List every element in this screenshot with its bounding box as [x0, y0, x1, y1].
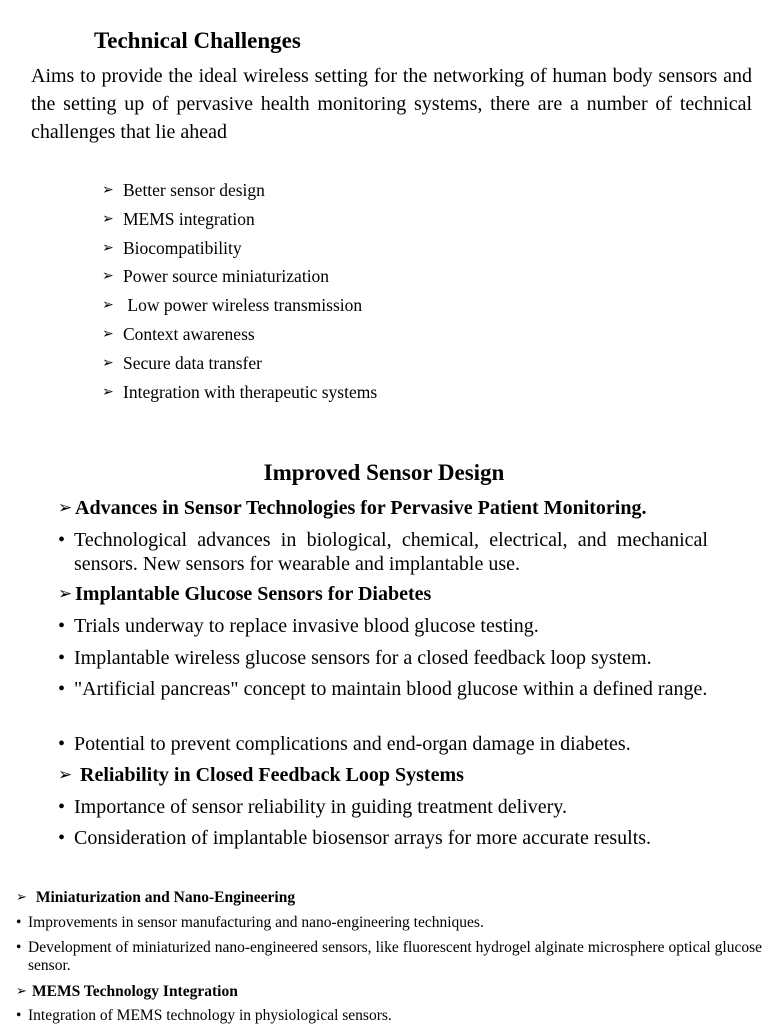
glucose-section — [58, 582, 708, 606]
nano-section — [16, 889, 762, 907]
arrow-bullet-icon: ➢ — [58, 584, 73, 604]
bullet-icon: • — [58, 733, 66, 755]
subheading: ➢ Miniaturization and Nano-Engineering — [16, 889, 296, 906]
arrow-bullet-icon: ➢ — [58, 765, 73, 785]
subheading: ➢ Implantable Glucose Sensors for Diabetes — [58, 583, 432, 605]
intro-paragraph: Aims to provide the ideal wireless setting for the networking of human body sensors and the setting up of pervasive health monitoring systems, there are a number of technical challenges that lie ahead — [31, 65, 752, 143]
reliability-section — [58, 763, 708, 787]
bullet-icon: • — [58, 647, 66, 669]
bullet-item: • Integration of MEMS technology in physiological sensors. — [16, 1007, 392, 1024]
list-item: ➢ Better sensor design — [102, 176, 377, 205]
list-item: ➢ Power source miniaturization — [102, 262, 377, 291]
bullet-item: • Improvements in sensor manufacturing and nano-engineering techniques. — [16, 914, 484, 931]
list-item: ➢ MEMS integration — [102, 205, 377, 234]
arrow-bullet-icon: ➢ — [102, 354, 114, 371]
bullet-item: • "Artificial pancreas" concept to maintain blood glucose within a defined range. — [58, 678, 708, 700]
list-item: ➢ Integration with therapeutic systems — [102, 378, 377, 407]
section-title: Improved Sensor Design — [263, 460, 505, 485]
bullet-icon: • — [58, 678, 66, 700]
sensor-advances-section — [58, 496, 708, 520]
arrow-bullet-icon: ➢ — [102, 268, 114, 285]
bullet-item: • Trials underway to replace invasive blood glucose testing. — [58, 615, 539, 637]
bullet-icon: • — [16, 914, 22, 931]
arrow-bullet-icon: ➢ — [58, 498, 73, 518]
arrow-bullet-icon: ➢ — [16, 984, 27, 999]
arrow-bullet-icon: ➢ — [102, 182, 114, 198]
challenge-list — [102, 176, 377, 406]
bullet-item: • Technological advances in biological, chemical, electrical, and mechanical sensors. New sensors for wearable and implantable use. — [58, 529, 708, 575]
bullet-item: • Implantable wireless glucose sensors for a closed feedback loop system. — [58, 647, 652, 669]
bullet-icon: • — [16, 939, 22, 956]
arrow-bullet-icon: ➢ — [102, 325, 114, 342]
subheading: ➢ Reliability in Closed Feedback Loop Systems — [58, 764, 464, 786]
bullet-icon: • — [58, 796, 66, 818]
arrow-bullet-icon: ➢ — [102, 297, 114, 314]
list-item: ➢ Secure data transfer — [102, 349, 377, 378]
bullet-icon: • — [58, 529, 66, 551]
arrow-bullet-icon: ➢ — [102, 239, 114, 256]
arrow-bullet-icon: ➢ — [102, 383, 114, 400]
list-item: ➢ Biocompatibility — [102, 234, 377, 263]
bullet-icon: • — [58, 827, 66, 849]
arrow-bullet-icon: ➢ — [102, 210, 114, 227]
bullet-icon: • — [16, 1007, 22, 1024]
bullet-item: • Importance of sensor reliability in guiding treatment delivery. — [58, 796, 567, 818]
list-item: ➢ Context awareness — [102, 320, 377, 349]
bullet-icon: • — [58, 615, 66, 637]
mems-section — [16, 983, 762, 1001]
list-item: ➢ Low power wireless transmission — [102, 291, 377, 320]
subheading: ➢ Advances in Sensor Technologies for Pervasive Patient Monitoring. — [58, 497, 647, 519]
bullet-item: • Development of miniaturized nano-engineered sensors, like fluorescent hydrogel alginate microsphere optical glucose sensor. — [16, 939, 762, 974]
arrow-bullet-icon: ➢ — [16, 890, 27, 905]
subheading: ➢ MEMS Technology Integration — [16, 983, 238, 1000]
bullet-item: • Consideration of implantable biosensor arrays for more accurate results. — [58, 827, 652, 849]
bullet-item: • Potential to prevent complications and end-organ damage in diabetes. — [58, 733, 631, 755]
page-title: Technical Challenges — [94, 28, 301, 53]
